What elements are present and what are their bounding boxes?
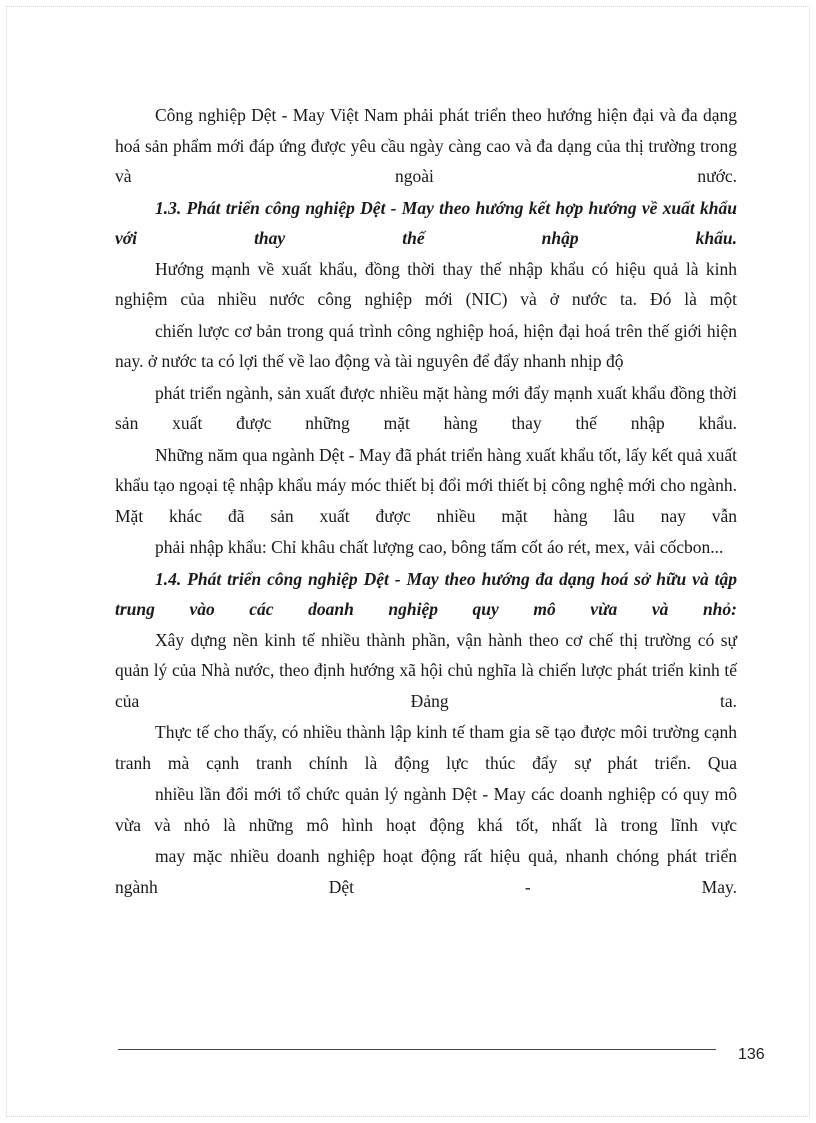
- footer-rule: [118, 1049, 716, 1050]
- paragraph-sme: nhiều lần đổi mới tổ chức quản lý ngành Dệt - May các doanh nghiệp có quy mô vừa và nhỏ là những mô hình hoạt động khá tốt, nhất là trong lĩnh vực: [115, 784, 737, 835]
- paragraph-export-orientation: Hướng mạnh về xuất khẩu, đồng thời thay thế nhập khẩu có hiệu quả là kinh nghiệm của nhiều nước công nghiệp mới (NIC) và ở nước ta. Đó là một: [115, 258, 737, 309]
- heading-section-1-4: 1.4. Phát triển công nghiệp Dệt - May theo hướng đa dạng hoá sở hữu và tập trung vào các doanh nghiệp quy mô vừa và nhỏ:: [115, 568, 737, 619]
- paragraph-economy: Xây dựng nền kinh tế nhiều thành phần, vận hành theo cơ chế thị trường có sự quản lý của Nhà nước, theo định hướng xã hội chủ nghĩa là chiến lược phát triển kinh tế của Đảng ta.: [115, 629, 737, 711]
- paragraph-competition: Thực tế cho thấy, có nhiều thành lập kinh tế tham gia sẽ tạo được môi trường cạnh tranh mà cạnh tranh chính là động lực thúc đẩy sự phát triển. Qua: [115, 722, 737, 773]
- paragraph-development: phát triển ngành, sản xuất được nhiều mặt hàng mới đẩy mạnh xuất khẩu đồng thời sản xuất được những mặt hàng thay thế nhập khẩu.: [115, 382, 737, 433]
- paragraph-intro: Công nghiệp Dệt - May Việt Nam phải phát triển theo hướng hiện đại và đa dạng hoá sản phẩm mới đáp ứng được yêu cầu ngày càng cao và đa dạng của thị trường trong và ngoài nước.: [115, 105, 737, 186]
- paragraph-garment: may mặc nhiều doanh nghiệp hoạt động rất hiệu quả, nhanh chóng phát triển ngành Dệt - May.: [115, 846, 737, 897]
- heading-section-1-3: 1.3. Phát triển công nghiệp Dệt - May theo hướng kết hợp hướng về xuất khẩu với thay thế nhập khẩu.: [115, 197, 737, 248]
- paragraph-imports: phải nhập khẩu: Chỉ khâu chất lượng cao, bông tấm cốt áo rét, mex, vải cốcbon...: [155, 537, 724, 557]
- page-number: 136: [738, 1046, 765, 1063]
- paragraph-strategy: chiến lược cơ bản trong quá trình công nghiệp hoá, hiện đại hoá trên thế giới hiện nay. ở nước ta có lợi thế về lao động và tài nguyên để đẩy nhanh nhịp độ: [115, 320, 737, 371]
- document-body: [115, 100, 737, 903]
- paragraph-recent-years: Những năm qua ngành Dệt - May đã phát triển hàng xuất khẩu tốt, lấy kết quả xuất khẩu tạo ngoại tệ nhập khẩu máy móc thiết bị đổi mới thiết bị công nghệ mới cho ngành. Mặt khác đã sản xuất được nhiều mặt hàng lâu nay vẫn: [115, 444, 737, 526]
